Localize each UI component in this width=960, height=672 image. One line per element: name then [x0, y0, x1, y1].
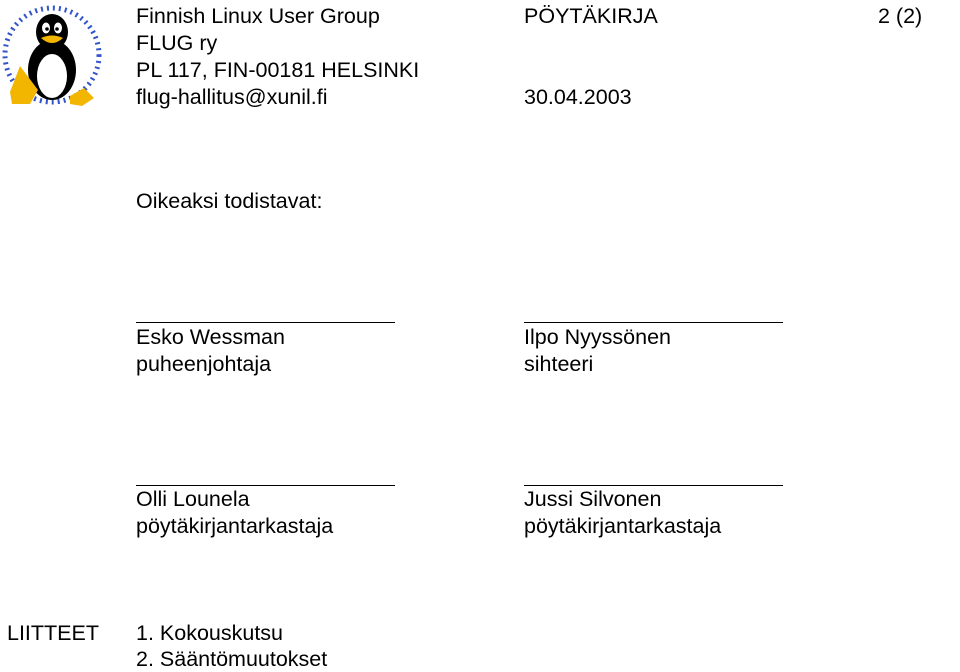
org-short-name: FLUG ry: [136, 31, 218, 55]
signer-role: puheenjohtaja: [136, 352, 272, 376]
document-type: PÖYTÄKIRJA: [524, 4, 658, 28]
attachment-item: 2. Sääntömuutokset: [136, 647, 328, 671]
signer-role: pöytäkirjantarkastaja: [136, 514, 334, 538]
attachment-item: 1. Kokouskutsu: [136, 621, 284, 645]
signature-line: [524, 322, 783, 323]
document-date: 30.04.2003: [524, 85, 632, 109]
attachments-label: LIITTEET: [7, 621, 99, 645]
certification-text: Oikeaksi todistavat:: [136, 189, 323, 213]
tux-penguin-logo-icon: [0, 0, 104, 110]
signer-name: Jussi Silvonen: [524, 487, 662, 511]
org-name: Finnish Linux User Group: [136, 4, 380, 28]
signature-line: [136, 322, 395, 323]
signer-name: Esko Wessman: [136, 325, 285, 349]
org-address: PL 117, FIN-00181 HELSINKI: [136, 58, 420, 82]
signer-role: sihteeri: [524, 352, 594, 376]
signer-role: pöytäkirjantarkastaja: [524, 514, 722, 538]
org-email: flug-hallitus@xunil.fi: [136, 85, 328, 109]
page-number: 2 (2): [878, 4, 923, 28]
signer-name: Ilpo Nyyssönen: [524, 325, 671, 349]
signer-name: Olli Lounela: [136, 487, 250, 511]
